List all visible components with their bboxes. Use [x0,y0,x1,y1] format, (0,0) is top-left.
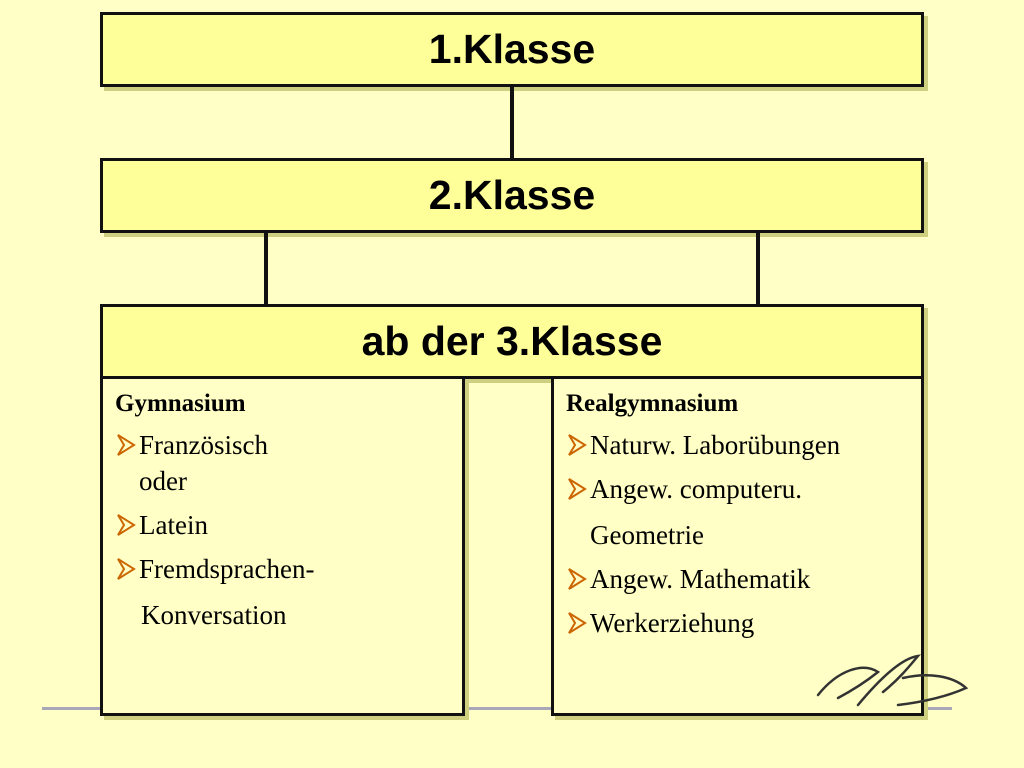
list-item-continuation: Konversation [141,600,287,630]
arrow-bullet-icon [566,473,590,505]
list-item-text: Naturw. Laborübungen [590,430,841,460]
list-item-continuation: Geometrie [590,520,704,550]
list-item-continuation: oder [139,466,187,496]
arrow-bullet-icon [115,553,139,585]
arrow-bullet-icon [566,607,590,639]
box-klasse-3-label: ab der 3.Klasse [361,318,663,364]
box-klasse-1 [100,12,924,87]
list-item-text: Latein [139,510,208,540]
connector-2-3-left [264,233,268,305]
panel-realgymnasium-title: Realgymnasium [566,390,739,417]
box-klasse-2 [100,158,924,233]
list-item [566,563,921,595]
list-item [115,553,462,631]
list-item-text: Fremdsprachen- [139,554,315,584]
list-item-text: Werkerziehung [590,608,755,638]
arrow-bullet-icon [115,509,139,541]
list-item [566,429,921,461]
box-klasse-1-label: 1.Klasse [428,26,596,72]
arrow-bullet-icon [566,563,590,595]
list-item [115,509,462,541]
list-item [566,607,921,639]
list-item-text: Französisch [139,430,268,460]
arrow-bullet-icon [115,429,139,461]
list-item [566,473,921,551]
box-klasse-2-label: 2.Klasse [428,172,596,218]
list-item [115,429,462,497]
arrow-bullet-icon [566,429,590,461]
swoosh-logo-icon [808,650,973,715]
list-item-text: Angew. Mathematik [590,564,811,594]
connector-2-3-right [756,233,760,305]
panel-gymnasium [100,376,465,716]
list-item-text: Angew. computeru. [590,474,802,504]
box-klasse-3 [100,304,924,379]
connector-1-2 [510,87,514,159]
panel-gymnasium-title: Gymnasium [115,390,246,417]
